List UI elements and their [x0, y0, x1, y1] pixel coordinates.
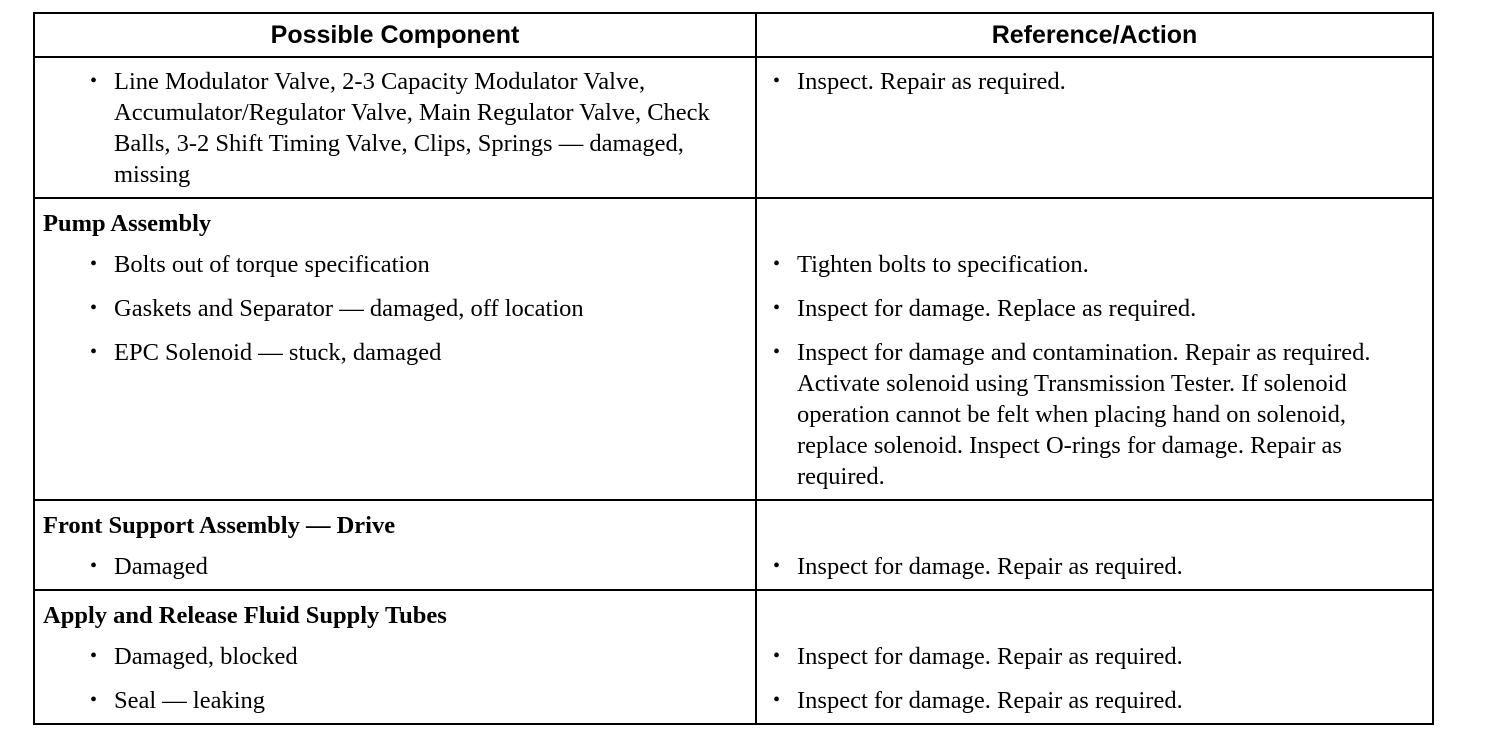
- component-cell: [34, 679, 756, 724]
- component-cell: [34, 243, 756, 287]
- group-title-empty-cell: [756, 198, 1433, 243]
- table-row: [34, 243, 1433, 287]
- list-item: [35, 331, 755, 375]
- list-item: [757, 679, 1432, 723]
- table-row: [34, 635, 1433, 679]
- action-text: Inspect for damage. Repair as required.: [797, 643, 1183, 670]
- list-item: [757, 331, 1432, 499]
- action-cell: [756, 57, 1433, 198]
- action-cell: [756, 635, 1433, 679]
- bullet-icon: •: [90, 297, 98, 319]
- diagnostic-table: [33, 12, 1434, 725]
- header-possible-component: Possible Component: [34, 13, 756, 57]
- group-title: Front Support Assembly — Drive: [43, 512, 396, 539]
- list-item: [35, 679, 755, 723]
- bullet-icon: •: [773, 555, 781, 577]
- action-text: Tighten bolts to specification.: [797, 251, 1089, 278]
- action-cell: [756, 679, 1433, 724]
- list-item: [35, 545, 755, 589]
- group-title: Pump Assembly: [43, 210, 212, 237]
- list-item: [35, 287, 755, 331]
- bullet-icon: •: [90, 689, 98, 711]
- component-cell: [34, 287, 756, 331]
- list-item: [35, 58, 755, 197]
- bullet-icon: •: [90, 555, 98, 577]
- component-text: EPC Solenoid — stuck, damaged: [114, 339, 442, 366]
- table-row: [34, 545, 1433, 590]
- bullet-icon: •: [773, 689, 781, 711]
- action-text: Inspect for damage. Repair as required.: [797, 553, 1183, 580]
- bullet-icon: •: [90, 341, 98, 363]
- action-cell: [756, 287, 1433, 331]
- bullet-icon: •: [773, 341, 781, 363]
- group-title-cell: [34, 198, 756, 243]
- header-row: [34, 13, 1433, 57]
- list-item: [35, 243, 755, 287]
- bullet-icon: •: [90, 253, 98, 275]
- table-row: [34, 331, 1433, 500]
- bullet-icon: •: [773, 645, 781, 667]
- list-item: [757, 58, 1432, 104]
- component-cell: [34, 57, 756, 198]
- list-item: [757, 545, 1432, 589]
- component-cell: [34, 635, 756, 679]
- action-text: Inspect for damage. Replace as required.: [797, 295, 1197, 322]
- action-cell: [756, 331, 1433, 500]
- list-item: [757, 243, 1432, 287]
- group-title-empty-cell: [756, 590, 1433, 635]
- component-cell: [34, 331, 756, 500]
- header-reference-action: Reference/Action: [756, 13, 1433, 57]
- component-text: Damaged, blocked: [114, 643, 298, 670]
- table-row: [34, 287, 1433, 331]
- group-title: Apply and Release Fluid Supply Tubes: [43, 602, 447, 629]
- group-heading-row: [34, 500, 1433, 545]
- table-row: [34, 679, 1433, 724]
- action-text: Inspect. Repair as required.: [797, 68, 1066, 95]
- group-title-empty-cell: [756, 500, 1433, 545]
- action-text: Inspect for damage and contamination. Repair as required. Activate solenoid using Transmission Tester. If solenoid operation cannot be felt when placing hand on solenoid, replace solenoid. Inspect O-rings for damage. Repair as required.: [797, 339, 1371, 490]
- component-text: Gaskets and Separator — damaged, off location: [114, 295, 584, 322]
- component-cell: [34, 545, 756, 590]
- table-row: [34, 57, 1433, 198]
- component-text: Seal — leaking: [114, 687, 266, 714]
- component-text: Bolts out of torque specification: [114, 251, 430, 278]
- bullet-icon: •: [773, 253, 781, 275]
- action-cell: [756, 545, 1433, 590]
- bullet-icon: •: [90, 70, 98, 92]
- action-cell: [756, 243, 1433, 287]
- list-item: [757, 287, 1432, 331]
- component-text: Line Modulator Valve, 2-3 Capacity Modulator Valve, Accumulator/Regulator Valve, Main Regulator Valve, Check Balls, 3-2 Shift Timing Valve, Clips, Springs — damaged, missing: [114, 68, 710, 188]
- group-title-cell: [34, 590, 756, 635]
- bullet-icon: •: [90, 645, 98, 667]
- bullet-icon: •: [773, 297, 781, 319]
- component-text: Damaged: [114, 553, 208, 580]
- group-heading-row: [34, 590, 1433, 635]
- group-title-cell: [34, 500, 756, 545]
- bullet-icon: •: [773, 70, 781, 92]
- action-text: Inspect for damage. Repair as required.: [797, 687, 1183, 714]
- list-item: [35, 635, 755, 679]
- list-item: [757, 635, 1432, 679]
- group-heading-row: [34, 198, 1433, 243]
